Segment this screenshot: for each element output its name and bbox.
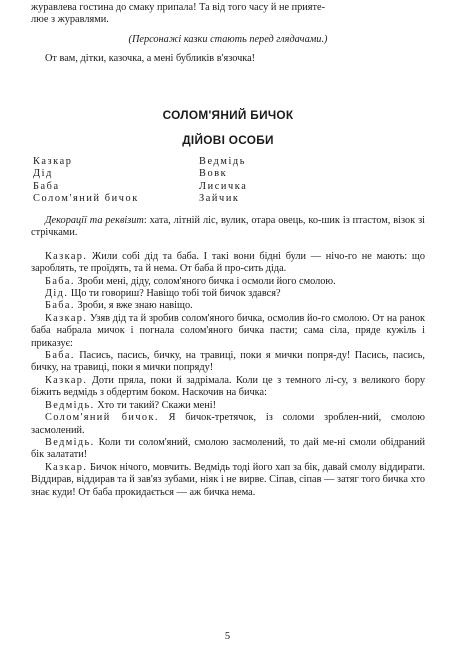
dialogue-text: Хто ти такий? Скажи мені! [94,399,217,411]
speaker-name: Баба. [45,350,75,362]
speaker-name: Баба. [45,275,75,287]
dialogue-text: Узяв дід та й зробив солом'яного бичка, осмолив йо-го смолою. От на ранок баба набрала мичок і погнала солом'яного бичка пасти; сама сіла, пряде кужіль і приказує: [31,312,425,349]
dialogue-text: Пасись, пасись, бичку, на травиці, поки я мички попря-ду! Пасись, пасись, бичку, на травиці, поки я мички попряду! [31,350,425,374]
closing-line: От вам, дітки, казочка, а мені бубликів в'язочка! [45,53,256,65]
decorations-paragraph [31,215,425,240]
dialogue-line [31,400,425,412]
speaker-name: Казкар. [45,374,88,386]
dialogue-line [31,462,425,499]
previous-story-line: журавлева гостина до смаку припала! Та від того часу й не прияте- [31,2,326,13]
dialogue-text: Зроби мені, діду, солом'яного бичка і осмоли його смолою. [74,275,336,287]
dialogue-text: Доти пряла, поки й задрімала. Коли це з темного лі-су, з великого бору біжить ведмідь з обдертим боком. Наскочив на бичка: [31,374,425,399]
dialogue-line [31,375,425,400]
cast-item: Ведмідь [199,155,247,167]
stage-direction: (Персонажі казки стають перед глядачами.) [128,33,328,45]
dialogue-text: Зроби, я вже знаю навіщо. [74,300,193,312]
cast-item: Баба [33,180,60,192]
dialogue-text: Що ти говориш? Навіщо тобі той бичок здався? [68,288,281,300]
cast-list [33,156,425,206]
dialogue-line [31,350,425,375]
speaker-name: Баба. [45,300,75,312]
cast-heading: ДІЙОВІ ОСОБИ [182,132,274,147]
speaker-name: Солом'яний бичок. [45,412,159,424]
dialogue-line [31,412,425,437]
dialogue-line [31,288,425,300]
dialogue-line [31,437,425,462]
speaker-name: Казкар. [45,461,88,473]
previous-story-line: люе з журавлями. [31,14,109,26]
cast-item: Дід [33,168,53,180]
speaker-name: Казкар. [45,312,88,324]
dialogue-text: Коли ти солом'яний, смолою засмолений, то дай ме-ні смоли обідраний бік залатати! [31,436,425,461]
speaker-name: Ведмідь. [45,436,95,448]
dialogue-text: Я бичок-третячок, із соломи зроблен-ний, смолою засмолений. [31,412,425,436]
cast-item: Вовк [199,168,228,180]
speaker-name: Казкар. [45,250,88,262]
dialogue-line [31,300,425,312]
dialogue-line [31,251,425,276]
play-title: СОЛОМ'ЯНИЙ БИЧОК [162,107,294,122]
dialogue-line [31,276,425,288]
dialogue-text: Жили собі дід та баба. І такі вони бідні були — нічо-го не мають: що зароблять, те проїдять, та й нема. От баба й про-сить діда. [31,250,425,275]
cast-item: Зайчик [199,193,240,205]
decorations-label: Декорації та реквізит [45,215,144,226]
speaker-name: Ведмідь. [45,399,95,411]
dialogue-line [31,313,425,350]
cast-item: Лисичка [199,180,248,192]
cast-item: Казкар [33,155,73,167]
dialogue-text: Бичок нічого, мовчить. Ведмідь тоді його хап за бік, давай смолу віддирати. Віддирав, віддирав та й зав'яз зубами, ніяк і не вирве. Сіпав, сіпав — затяг того бичка хто знає куди! От баба прокидається — аж бичка нема. [31,461,425,498]
page-number: 5 [224,631,231,642]
speaker-name: Дід. [45,288,69,300]
cast-item: Солом'яний бичок [33,193,139,205]
decorations-text: : хата, літній ліс, вулик, отара овець, ко-шик із птастом, візок зі стрічками. [31,215,425,239]
